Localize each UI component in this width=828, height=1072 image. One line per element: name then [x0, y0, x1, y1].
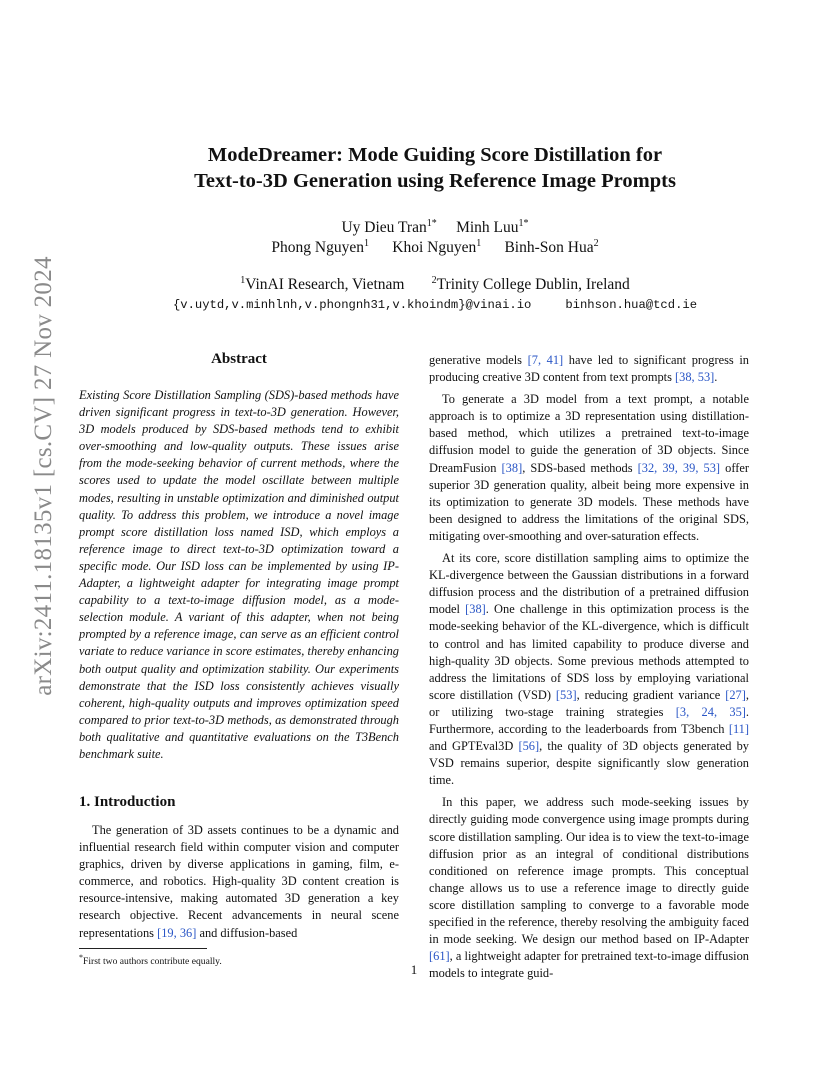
intro-left-column [79, 822, 399, 942]
right-paragraph-3: In this paper, we address such mode-seeking issues by directly guiding mode convergence using image prompts during score distillation sampling. Our idea is to view the text-to-image diffusion prior as an integral of conditional distributions conditioned on reference image prompts. This conceptual change allows us to use a reference image to directly guide score distillation sampling to converge to a favorable mode specified in the reference, thereby resolving the ambiguity faced in mode seeking. We design our method based on IP-Adapter [61], a lightweight adapter for pretrained text-to-image diffusion models to integrate guid- [429, 795, 749, 981]
right-paragraph-2: At its core, score distillation sampling aims to optimize the KL-divergence between the Gaussian distributions in a forward diffusion process and the distribution of a pretrained diffusion model [38]. One challenge in this optimization process is the mode-seeking behavior of the KL-divergence, which is difficult to control and has limited capability to produce diverse and high-quality 3D objects. Some previous methods attempted to address the limitations of SDS loss by employing variational score distillation (VSD) [53], reducing gradient variance [27], or utilizing two-stage training strategies [3, 24, 35]. Furthermore, according to the leaderboards from T3bench [11] and GPTEval3D [56], the quality of 3D objects generated by VSD remains superior, despite significantly slow generation time. [429, 551, 749, 788]
paper-title [120, 142, 750, 194]
arxiv-stamp [22, 256, 66, 696]
footnote-mark: * [79, 953, 83, 962]
affiliation-sup: 1 [240, 275, 246, 286]
citation-link[interactable]: [19, 36] [157, 925, 197, 940]
footnote-text: First two authors contribute equally. [83, 956, 222, 968]
citation-link[interactable]: [11] [728, 721, 749, 736]
citation-link[interactable]: [61] [429, 949, 450, 964]
right-column [429, 352, 749, 982]
intro-paragraph: The generation of 3D assets continues to be a dynamic and influential research field within computer vision and computer graphics, driven by diverse applications in gaming, film, e-commerce, and robotics. High-quality 3D content creation is resource-intensive, making automated 3D generation a key research objective. Recent advancements in neural scene representations [19, 36] and diffusion-based [79, 823, 399, 940]
affiliation-name: VinAI Research, Vietnam [245, 276, 405, 294]
abstract-heading: Abstract [211, 351, 267, 367]
email-tcd: binhson.hua@tcd.ie [565, 298, 698, 312]
email-vinai: {v.uytd,v.minhlnh,v.phongnh31,v.khoindm}@vinai.io [172, 298, 532, 312]
author-sup: 1* [426, 218, 437, 229]
citation-link[interactable]: [7, 41] [527, 353, 564, 367]
citation-link[interactable]: [56] [518, 739, 540, 754]
title-line-2: Text-to-3D Generation using Reference Image Prompts [194, 170, 676, 192]
author-line-2 [120, 238, 750, 257]
citation-link[interactable]: [38] [501, 460, 523, 475]
arxiv-stamp-text: arXiv:2411.18135v1 [cs.CV] 27 Nov 2024 [30, 256, 57, 696]
page-number: 1 [410, 962, 418, 977]
citation-link[interactable]: [38] [465, 602, 486, 617]
right-paragraph-1: To generate a 3D model from a text prompt, a notable approach is to optimize a 3D representation using distillation-based method, which utilizes a pretrained text-to-image diffusion model to guide the generation of 3D objects. Since DreamFusion [38], SDS-based methods [32, 39, 39, 53] offer superior 3D generation quality, albeit being more expensive in its optimization to generate 3D models. These methods have been designed to address the limitations of the original SDS, mitigating over-smoothing and over-saturation effects. [429, 392, 749, 543]
citation-link[interactable]: [27] [725, 687, 746, 702]
author-name: Khoi Nguyen [392, 239, 477, 257]
citation-link[interactable]: [53] [555, 687, 577, 702]
intro-heading: 1. Introduction [79, 794, 176, 810]
author-emails [120, 298, 750, 312]
abstract-text: Existing Score Distillation Sampling (SDS)-based methods have driven significant progress in text-to-3D generation. However, 3D models produced by SDS-based methods tend to exhibit over-smoothing and low-quality outputs. These issues arise from the mode-seeking behavior of current methods, where the scores used to update the model oscillate between multiple modes, resulting in unstable optimization and diminished output quality. To address this problem, we introduce a novel image prompt score distillation loss named ISD, which employs a reference image to direct text-to-3D optimization toward a specific mode. Our ISD loss can be implemented by using IP-Adapter, a lightweight adapter for integrating image prompt capability to a text-to-image diffusion model, as a mode-selection module. A variant of this adapter, when not being prompted by a reference image, can serve as an efficient control variate to reduce variance in score estimates, thereby enhancing both output quality and optimization stability. Our experiments demonstrate that the ISD loss consistently achieves visually coherent, high-quality outputs and improves optimization speed compared to prior text-to-3D methods, as demonstrated through both qualitative and quantitative evaluations on the T3Bench benchmark suite. [79, 388, 399, 761]
author-sup: 2 [593, 238, 599, 249]
title-line-1: ModeDreamer: Mode Guiding Score Distillation for [207, 144, 663, 166]
author-line-1 [120, 218, 750, 237]
footnote [79, 953, 399, 967]
author-name: Uy Dieu Tran [341, 219, 427, 237]
citation-link[interactable]: [3, 24, 35] [675, 704, 746, 719]
footnote-rule [79, 948, 207, 949]
citation-link[interactable]: [38, 53] [675, 370, 715, 385]
author-sup: 1* [518, 218, 529, 229]
citation-link[interactable]: [32, 39, 39, 53] [637, 460, 721, 475]
abstract-body [79, 387, 399, 763]
author-name: Binh-Son Hua [504, 239, 594, 257]
affiliation-name: Trinity College Dublin, Ireland [436, 276, 630, 294]
author-name: Phong Nguyen [271, 239, 364, 257]
author-name: Minh Luu [456, 219, 519, 237]
right-paragraph-0: generative models [7, 41] have led to significant progress in producing creative 3D content from text prompts [38, 53]. [429, 353, 749, 385]
affiliation-sup: 2 [431, 275, 437, 286]
author-sup: 1 [476, 238, 482, 249]
author-sup: 1 [364, 238, 369, 249]
affiliations [120, 275, 750, 294]
